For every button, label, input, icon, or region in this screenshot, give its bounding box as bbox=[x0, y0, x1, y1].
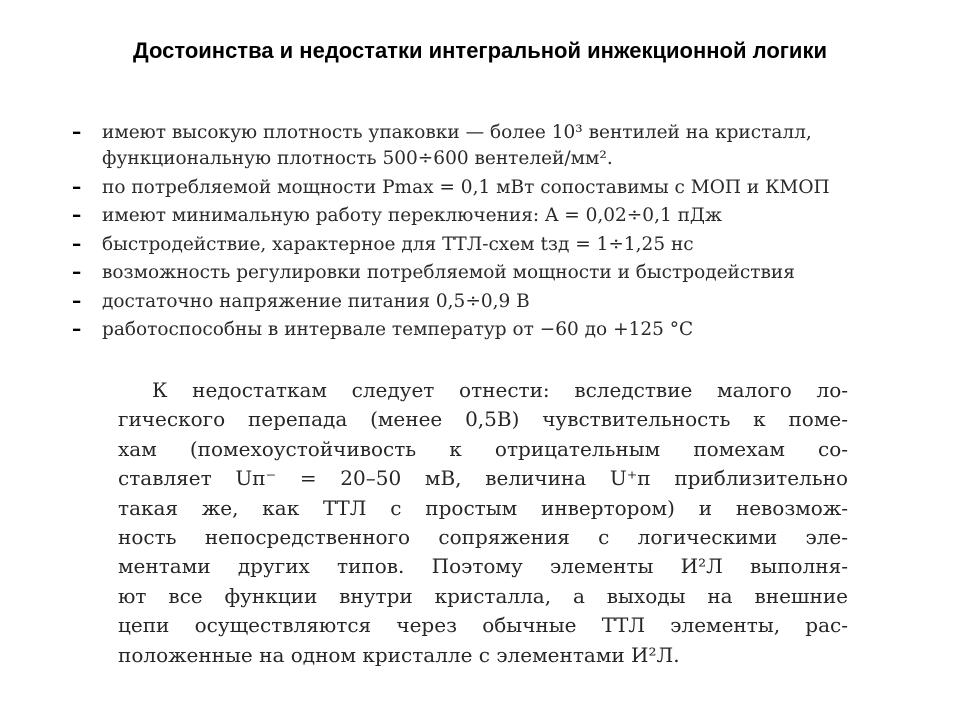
advantage-text: имеют минимальную работу переключения: A = 0,02÷0,1 пДж bbox=[102, 205, 722, 226]
paragraph-line: положенные на одном кристалле с элементами И²Л. bbox=[118, 642, 680, 667]
list-item bbox=[72, 203, 932, 229]
list-item bbox=[72, 175, 932, 201]
bullet-dash: – bbox=[72, 122, 82, 143]
list-item bbox=[72, 317, 932, 343]
paragraph-line: ставляет Uп⁻ = 20–50 мВ, величина U⁺п приблизительно bbox=[118, 466, 848, 491]
paragraph-line: такая же, как ТТЛ с простым инвертором) и невозмож- bbox=[118, 495, 848, 520]
advantage-text: имеют высокую плотность упаковки — более 10³ вентилей на кристалл, функциональную плотность 500÷600 вентелей/мм². bbox=[102, 122, 812, 169]
advantage-text: работоспособны в интервале температур от −60 до +125 °С bbox=[102, 319, 694, 340]
page-title: Достоинства и недостатки интегральной инжекционной логики bbox=[133, 38, 827, 63]
advantages-list bbox=[72, 120, 932, 346]
paragraph-line: К недостаткам следует отнести: вследствие малого ло- bbox=[152, 378, 848, 402]
bullet-dash: – bbox=[72, 290, 82, 312]
bullet-dash: – bbox=[72, 233, 82, 255]
advantage-text: по потребляемой мощности Pmax = 0,1 мВт сопоставимы с МОП и КМОП bbox=[102, 176, 830, 198]
list-item bbox=[72, 260, 932, 286]
list-item bbox=[72, 289, 932, 315]
list-item bbox=[72, 120, 932, 172]
list-item bbox=[72, 232, 932, 258]
bullet-dash: – bbox=[72, 205, 82, 226]
bullet-dash: – bbox=[72, 319, 82, 340]
advantage-text: достаточно напряжение питания 0,5÷0,9 В bbox=[102, 290, 530, 312]
advantage-text: быстродействие, характерное для ТТЛ-схем tзд = 1÷1,25 нс bbox=[102, 233, 694, 255]
paragraph-line: хам (помехоустойчивость к отрицательным помехам со- bbox=[118, 436, 848, 461]
bullet-dash: – bbox=[72, 176, 82, 198]
paragraph-line: цепи осуществляются через обычные ТТЛ элементы, рас- bbox=[118, 613, 848, 638]
paragraph-line: ют все функции внутри кристалла, а выходы на внешние bbox=[118, 583, 848, 608]
paragraph-line: ментами других типов. Поэтому элементы И²Л выполня- bbox=[118, 554, 848, 579]
paragraph-line: ность непосредственного сопряжения с логическими эле- bbox=[118, 525, 848, 550]
bullet-dash: – bbox=[72, 262, 82, 283]
advantage-text: возможность регулировки потребляемой мощности и быстродействия bbox=[102, 262, 795, 283]
disadvantages-paragraph bbox=[118, 376, 848, 670]
paragraph-line: гического перепада (менее 0,5В) чувствительность к поме- bbox=[118, 407, 848, 432]
